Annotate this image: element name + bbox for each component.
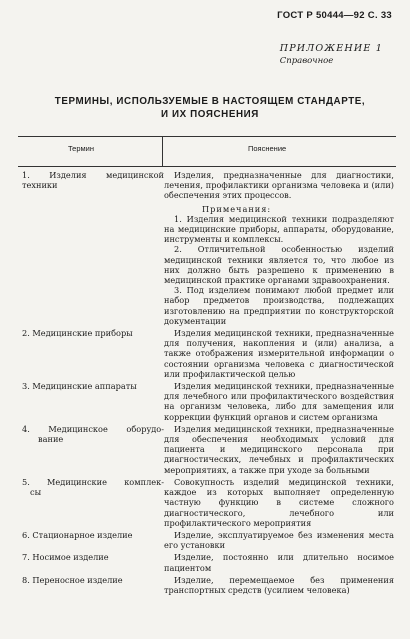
- term-cell: [18, 530, 164, 550]
- table-row: [18, 575, 396, 595]
- definition-text: Совокупность изделий медицинской техники, каждое из которых выполняет определенную частную функцию в системе сложного диагностического, лечебного или профилактического мероприятия: [164, 476, 394, 528]
- section-title-line-2: И ИХ ПОЯСНЕНИЯ: [161, 109, 259, 120]
- definition-cell: [164, 552, 396, 572]
- terms-table: [18, 136, 396, 621]
- table-row: [18, 424, 396, 475]
- table-row: [18, 552, 396, 572]
- term-label: 5. Медицинские комплек-: [22, 476, 164, 487]
- page-header: ГОСТ Р 50444—92 С. 33: [277, 10, 392, 21]
- note-text: 1. Изделия медицинской техники подразделяют на медицинские приборы, аппараты, оборудование, инструменты и комплексы.: [164, 213, 394, 245]
- definition-text: Изделия, предназначенные для диагностики, лечения, профилактики организма человека и (или) обеспечения этих процессов.: [164, 170, 394, 201]
- term-label-cont: техники: [22, 180, 58, 191]
- section-title-line-1: ТЕРМИНЫ, ИСПОЛЬЗУЕМЫЕ В НАСТОЯЩЕМ СТАНДАРТЕ,: [54, 96, 366, 107]
- appendix-title: ПРИЛОЖЕНИЕ 1: [279, 43, 383, 54]
- term-label: 6. Стационарное изделие: [22, 529, 133, 540]
- definition-cell: [164, 170, 396, 326]
- definition-text: Изделие, постоянно или длительно носимое пациентом: [164, 552, 394, 573]
- term-cell: [18, 552, 164, 572]
- term-label-cont: сы: [30, 487, 42, 498]
- definition-text: Изделия медицинской техники, предназначенные для обеспечения необходимых условий для пациента и медицинского персонала при диагностических, лечебных и профилактических мероприятиях, а также при уходе за больными: [164, 423, 394, 475]
- column-header-term: Термин: [68, 144, 94, 153]
- definition-cell: [164, 381, 396, 422]
- definition-cell: [164, 328, 396, 379]
- table-row: [18, 170, 396, 326]
- term-cell: [18, 424, 164, 475]
- header-bottom-rule: [18, 166, 396, 167]
- definition-cell: [164, 530, 396, 550]
- column-header-explanation: Пояснение: [248, 144, 287, 153]
- table-body: [18, 170, 396, 595]
- notes-heading: Примечания:: [202, 203, 272, 214]
- definition-text: Изделие, эксплуатируемое без изменения места его установки: [164, 529, 394, 551]
- definition-cell: [164, 424, 396, 475]
- definition-text: Изделия медицинской техники, предназначенные для лечебного или профилактического воздействия на организм человека, либо для замещения или коррекции функций органов и систем организма: [164, 381, 394, 422]
- term-label: 8. Переносное изделие: [22, 574, 123, 585]
- header-divider: [162, 136, 163, 166]
- definition-cell: [164, 477, 396, 528]
- table-top-rule: [18, 136, 396, 137]
- notes-block: [164, 204, 394, 326]
- appendix-label: [280, 42, 383, 68]
- term-label: 2. Медицинские приборы: [22, 328, 133, 339]
- definition-cell: [164, 575, 396, 595]
- note-text: 2. Отличительной особенностью изделий медицинской техники является то, что любое из них должно быть разрешено к применению в медицинской практике органами здравоохранения.: [164, 244, 394, 286]
- term-label: 7. Носимое изделие: [22, 552, 109, 563]
- definition-text: Изделие, перемещаемое без применения транспортных средств (усилием человека): [164, 574, 394, 595]
- term-label: 4. Медицинское оборудо-: [22, 423, 164, 434]
- term-cell: [18, 575, 164, 595]
- term-cell: [18, 328, 164, 379]
- term-cell: [18, 477, 164, 528]
- table-row: [18, 477, 396, 528]
- definition-text: Изделия медицинской техники, предназначенные для получения, накопления и (или) анализа, а также отображения измерительной информации о состоянии организма человека с диагностической или профилактической целью: [164, 328, 394, 379]
- table-row: [18, 328, 396, 379]
- term-cell: [18, 381, 164, 422]
- term-cell: [18, 170, 164, 326]
- term-label: 1. Изделия медицинской: [22, 170, 164, 180]
- table-row: [18, 530, 396, 550]
- table-row: [18, 381, 396, 422]
- term-label: 3. Медицинские аппараты: [22, 381, 137, 392]
- appendix-subtitle: Справочное: [279, 56, 334, 66]
- term-label-cont: вание: [38, 434, 64, 445]
- note-text: 3. Под изделием понимают любой предмет или набор предметов производства, подлежащих изготовлению на предприятии по конструкторской документации: [164, 285, 394, 326]
- section-title: [20, 95, 400, 121]
